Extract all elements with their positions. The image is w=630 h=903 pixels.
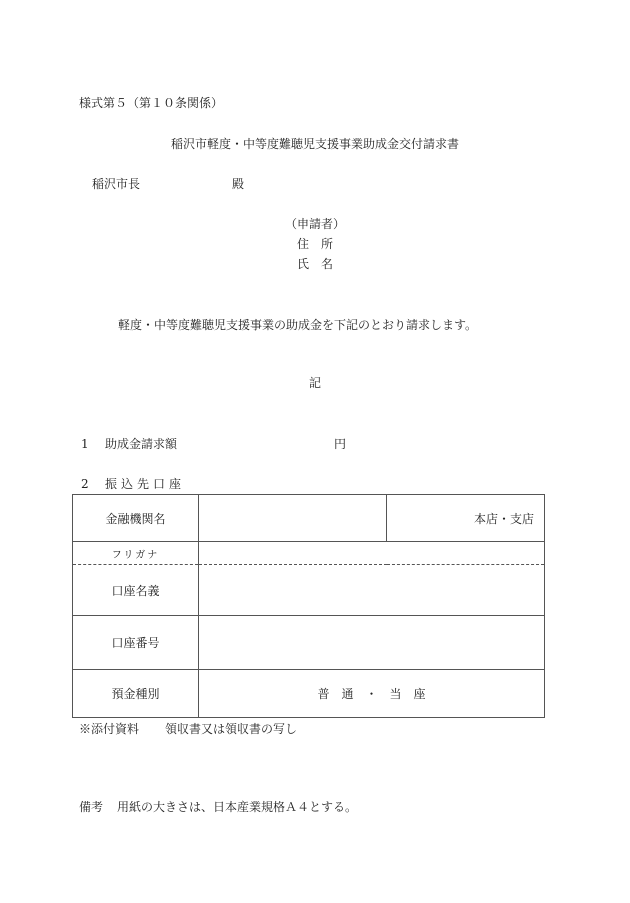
document-title-text: 稲沢市軽度・中等度難聴児支援事業助成金交付請求書: [170, 137, 459, 151]
note-label: 備考: [79, 800, 104, 814]
bank-name-field[interactable]: [199, 495, 387, 542]
holder-row: [73, 565, 545, 616]
bank-name-label: 金融機関名: [73, 495, 199, 542]
amount-unit: 円: [334, 437, 347, 451]
bank-row: [73, 495, 545, 542]
document-title: [0, 137, 630, 151]
form-number: 様式第５（第１０条関係）: [79, 96, 224, 110]
account-number-field[interactable]: [199, 616, 545, 670]
furigana-field[interactable]: [199, 542, 545, 565]
applicant-heading: （申請者）: [284, 217, 345, 231]
account-number-row: [73, 616, 545, 670]
name-label: 氏 名: [296, 257, 333, 271]
ki-heading: 記: [308, 376, 321, 390]
deposit-type-label: 預金種別: [73, 670, 199, 718]
holder-label: 口座名義: [73, 565, 199, 616]
deposit-type-options[interactable]: 普 通 ・ 当 座: [199, 670, 545, 718]
item-2-label: 振込先口座: [105, 477, 186, 491]
item-2-number: 2: [81, 477, 89, 491]
request-statement: 軽度・中等度難聴児支援事業の助成金を下記のとおり請求します。: [118, 318, 478, 332]
address-label: 住 所: [296, 237, 333, 251]
honorific: 殿: [232, 177, 245, 191]
holder-field[interactable]: [199, 565, 545, 616]
note-value: 用紙の大きさは、日本産業規格Ａ４とする。: [117, 800, 358, 814]
item-1-number: 1: [81, 437, 89, 451]
deposit-type-row: [73, 670, 545, 718]
furigana-label: フリガナ: [73, 542, 199, 565]
item-1-label: 助成金請求額: [105, 437, 178, 451]
addressee: 稲沢市長: [92, 177, 141, 191]
attachment-label: ※添付資料: [79, 722, 140, 736]
furigana-row: [73, 542, 545, 565]
branch-label: 本店・支店: [387, 495, 545, 542]
account-number-label: 口座番号: [73, 616, 199, 670]
account-table: [72, 494, 545, 718]
attachment-value: 領収書又は領収書の写し: [165, 722, 298, 736]
